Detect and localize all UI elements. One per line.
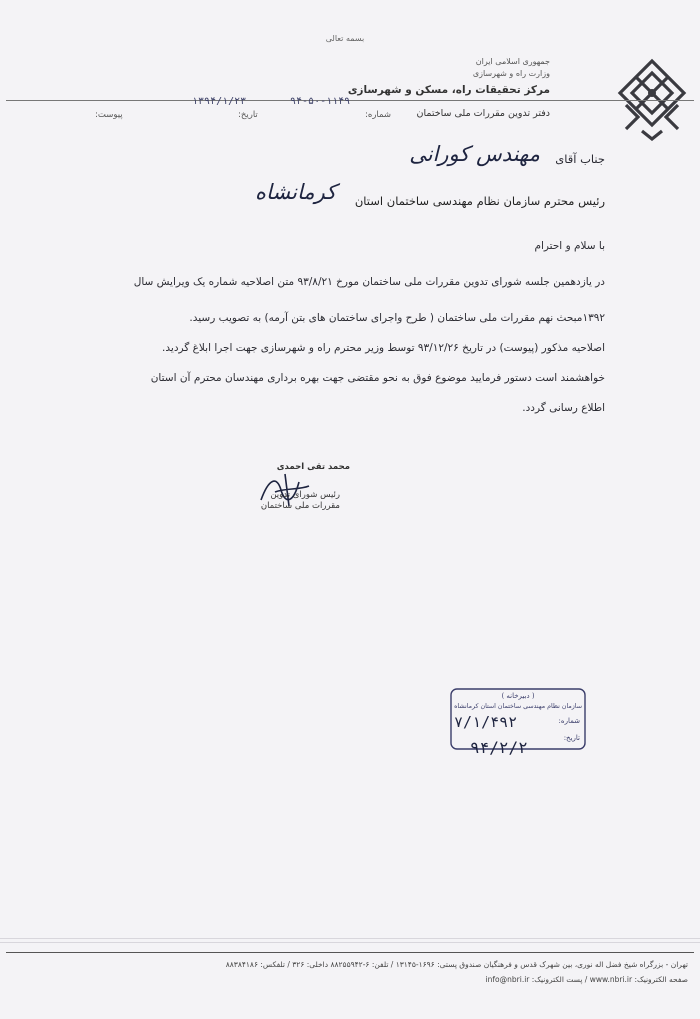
paragraph1-line1: در یازدهمین جلسه شورای تدوین مقررات ملی ساختمان مورخ ۹۳/۸/۲۱ متن اصلاحیه شماره یک ویرایش سال: [133, 276, 605, 288]
country-name: جمهوری اسلامی ایران: [475, 57, 550, 66]
signatory-title-line2: مقررات ملی ساختمان: [260, 501, 340, 511]
footer-address: تهران - بزرگراه شیخ فضل اله نوری، بین شهرک قدس و فرهنگیان صندوق پستی: ۱۶۹۶-۱۳۱۴۵ / تلفن: ۶-۸۸۲۵۵۹۴۲ داخلی: ۳۲۶ / تلفکس: ۸۸۳۸۴۱۸۶: [225, 960, 688, 969]
salutation-handwritten: مهندس کورانی: [409, 142, 540, 166]
letter-date: ۱۳۹۴/۱/۲۳: [192, 96, 247, 107]
recipient-position: رئیس محترم سازمان نظام مهندسی ساختمان استان: [354, 194, 605, 208]
footer-web-contact: صفحه الکترونیک: www.nbri.ir / پست الکترونیک: info@nbri.ir: [485, 975, 688, 984]
date-label: تاریخ:: [238, 110, 258, 120]
paragraph1-line2: ۱۳۹۲مبحث نهم مقررات ملی ساختمان ( طرح واجرای ساختمان های بتن آرمه) به تصویب رسید.: [189, 312, 605, 324]
stamp-number-label: شماره:: [558, 717, 580, 725]
stamp-number-value: ۷/۱/۴۹۲: [454, 713, 518, 731]
letter-number: ۹۴-۵۰-۱۱۴۹: [290, 96, 351, 107]
signatory-name: محمد تقی احمدی: [276, 462, 350, 472]
stamp-date-label: تاریخ:: [563, 734, 580, 742]
footer-divider: [6, 952, 694, 953]
department-name: دفتر تدوین مقررات ملی ساختمان: [416, 108, 550, 119]
attachment-label: پیوست:: [95, 110, 123, 120]
scan-artifact-line: [0, 942, 700, 943]
number-label: شماره:: [365, 110, 392, 120]
organization-name: مرکز تحقیقات راه، مسکن و شهرسازی: [347, 84, 550, 96]
province-handwritten: کرمانشاه: [255, 180, 337, 204]
stamp-title: ( دبیرخانه ): [501, 692, 535, 700]
bismillah-heading: بسمه تعالی: [325, 34, 365, 43]
salutation-printed: جناب آقای: [555, 152, 605, 166]
greeting: با سلام و احترام: [534, 240, 605, 252]
paragraph3-line2: اطلاع رسانی گردد.: [522, 402, 605, 414]
paragraph2: اصلاحیه مذکور (پیوست) در تاریخ ۹۳/۱۲/۲۶ توسط وزیر محترم راه و شهرسازی جهت اجرا ابلاغ گردید.: [162, 342, 605, 354]
stamp-organization: سازمان نظام مهندسی ساختمان استان کرمانشاه: [454, 703, 582, 710]
scan-artifact-line: [0, 938, 700, 939]
organization-logo-icon: [612, 55, 692, 141]
paragraph3-line1: خواهشمند است دستور فرمایید موضوع فوق به نحو مقتضی جهت بهره برداری مهندسان محترم آن استان: [150, 372, 605, 384]
ministry-name: وزارت راه و شهرسازی: [472, 69, 550, 78]
stamp-date-value: ۹۴/۲/۲: [470, 738, 528, 757]
signatory-title-line1: رئیس شورای تدوین: [270, 490, 340, 500]
